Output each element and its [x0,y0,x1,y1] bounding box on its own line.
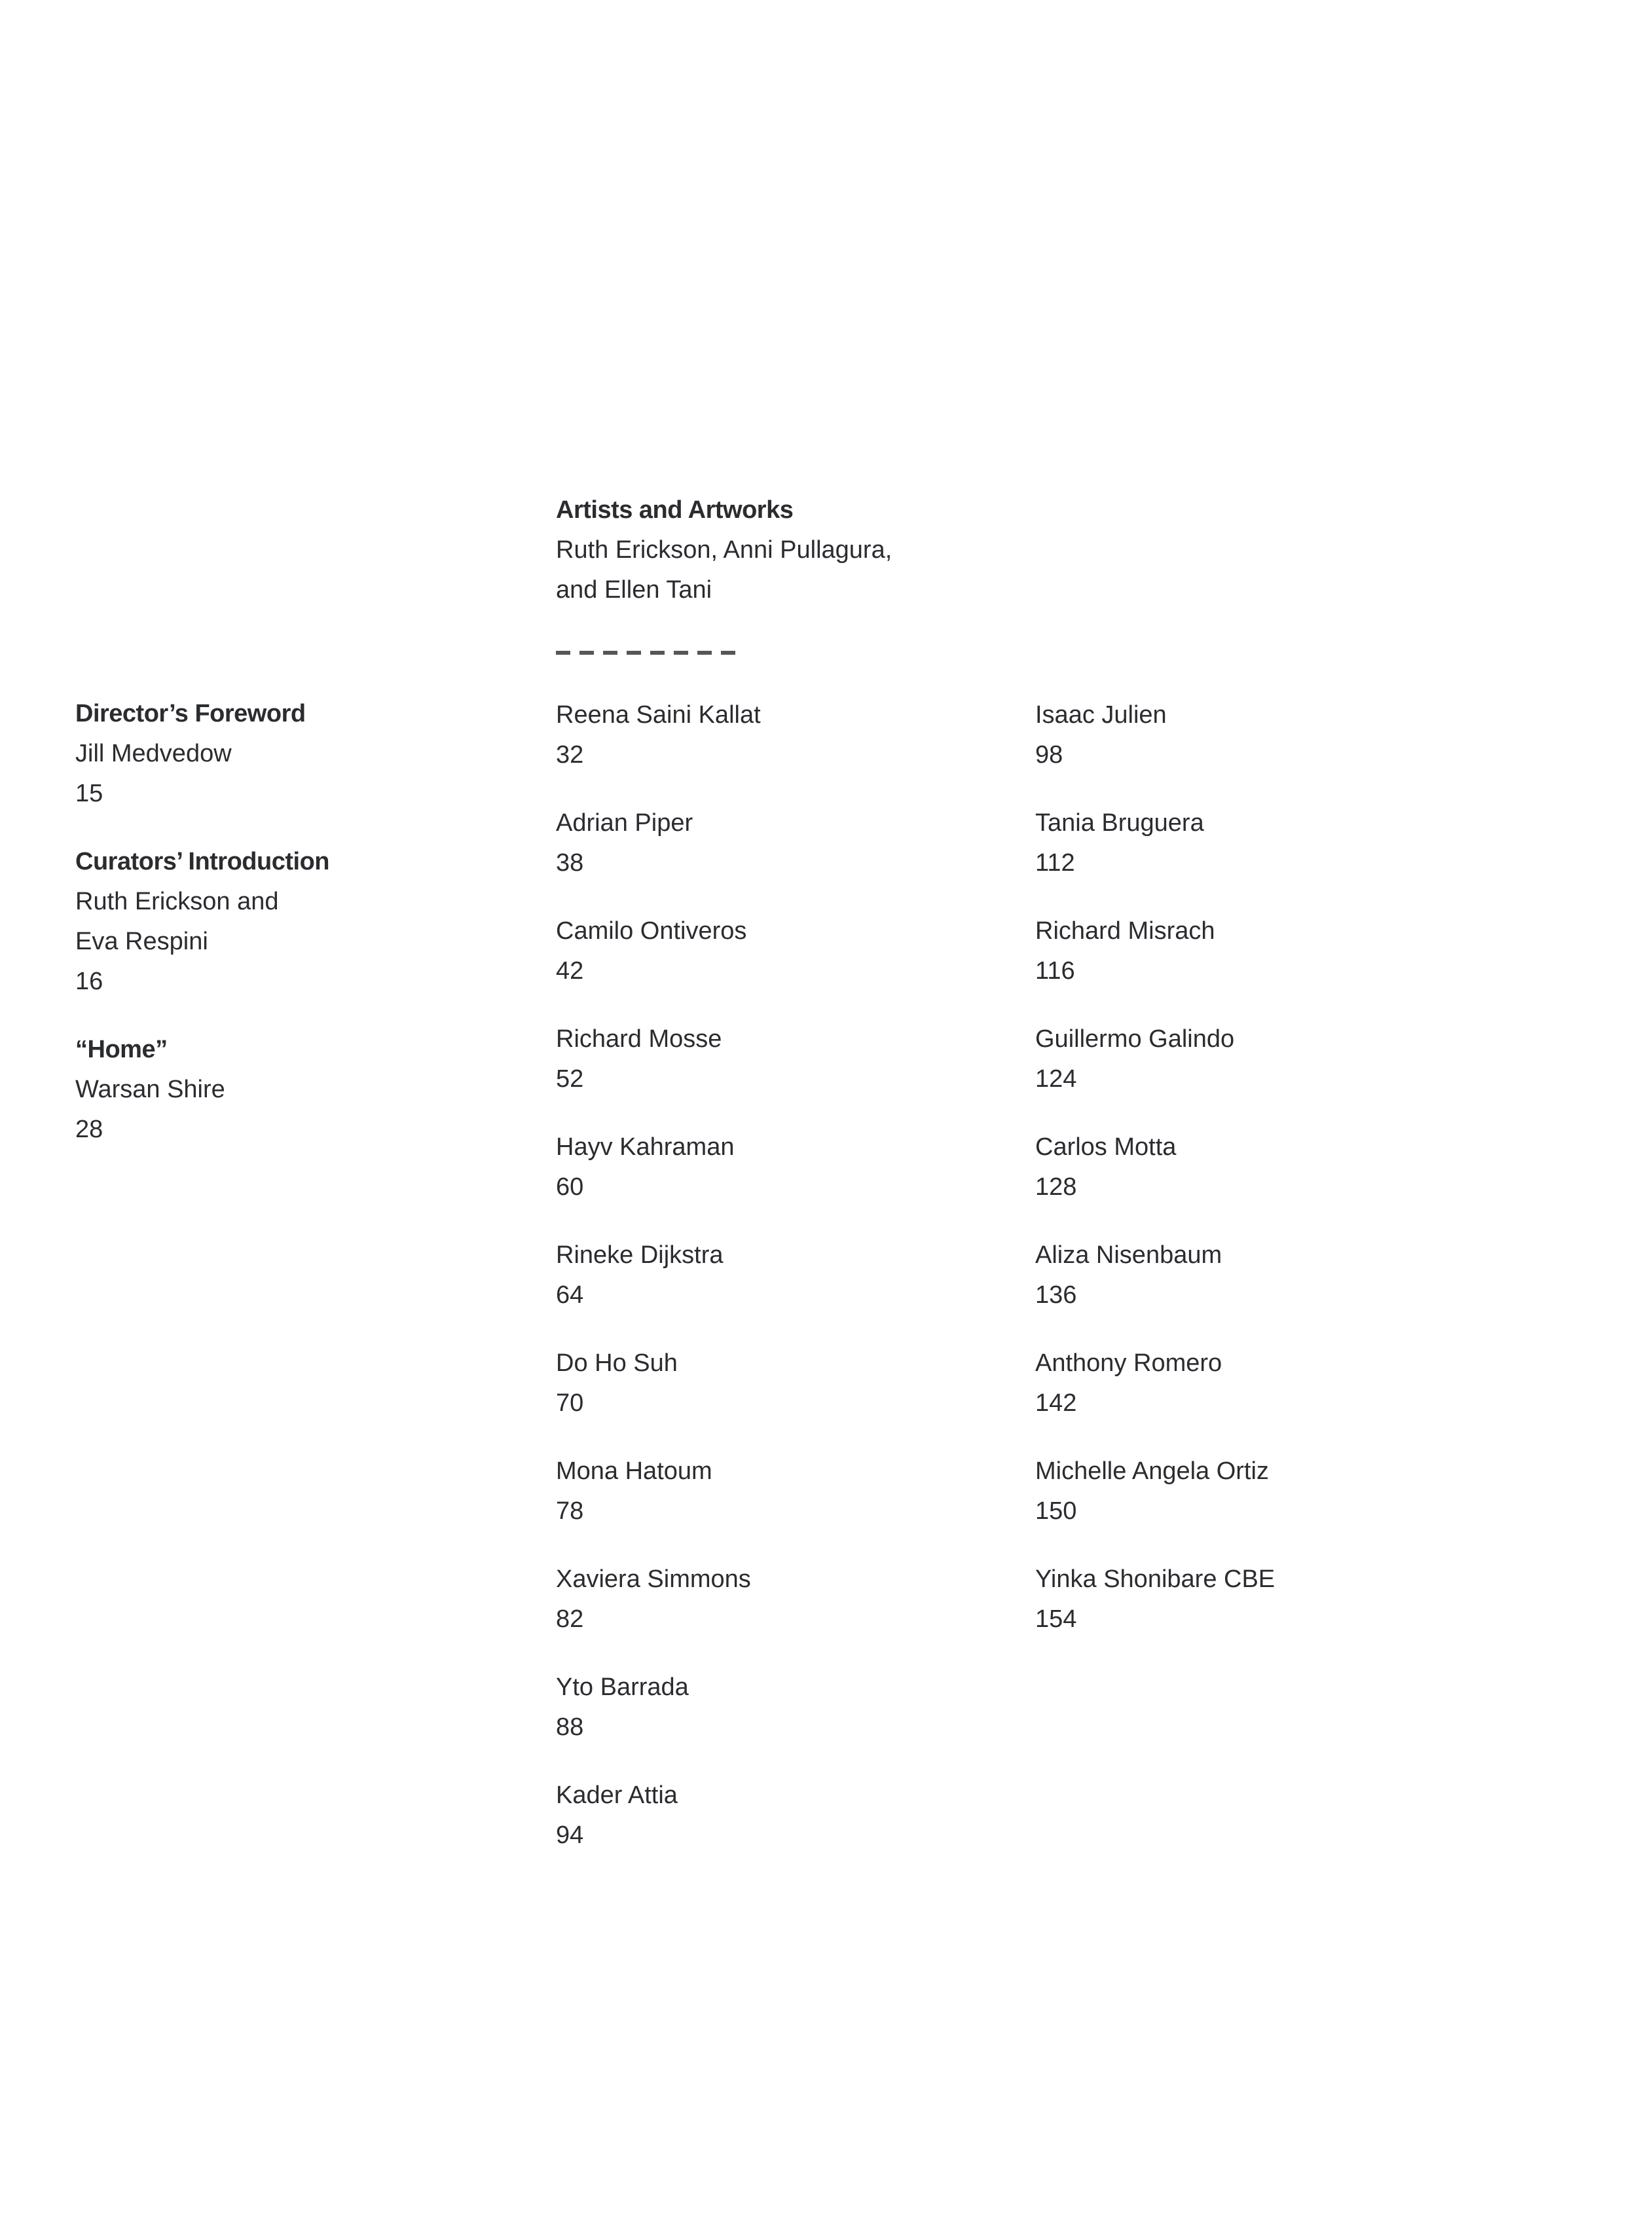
entry-page-number: 142 [1035,1389,1077,1417]
entry-page-number: 150 [1035,1497,1077,1525]
entry-author: Jill Medvedow [75,740,232,767]
artist-name: Rineke Dijkstra [556,1241,724,1269]
front-matter-list [75,694,329,1178]
entry-page-number: 116 [1035,957,1075,985]
artist-name: Reena Saini Kallat [556,701,761,729]
artist-entry[interactable] [556,1668,761,1747]
artist-name: Isaac Julien [1035,701,1167,729]
artist-name: Anthony Romero [1035,1349,1222,1377]
toc-entry[interactable] [75,842,329,1002]
artist-name: Carlos Motta [1035,1133,1177,1161]
artist-name: Richard Mosse [556,1025,722,1053]
entry-page-number: 82 [556,1605,584,1633]
entry-page-number: 64 [556,1281,584,1309]
entry-page-number: 60 [556,1173,584,1201]
entry-page-number: 78 [556,1497,584,1525]
entry-page-number: 94 [556,1821,584,1849]
entry-page-number: 128 [1035,1173,1077,1201]
artist-entry[interactable] [556,1776,761,1855]
artist-name: Richard Misrach [1035,917,1215,945]
entry-author: Ruth Erickson and [75,888,279,915]
entry-page-number: 124 [1035,1065,1077,1093]
artist-entry[interactable] [556,911,761,991]
entry-title: Curators’ Introduction [75,848,329,875]
artist-entry[interactable] [556,1127,761,1207]
artist-entry[interactable] [1035,1127,1275,1207]
artist-entry[interactable] [1035,1560,1275,1639]
artist-name: Hayv Kahraman [556,1133,735,1161]
section-title: Artists and Artworks [556,496,794,524]
artist-entry[interactable] [556,1343,761,1423]
artist-entry[interactable] [1035,1452,1275,1531]
section-author-line: Ruth Erickson, Anni Pullagura, [556,536,892,564]
entry-author: Eva Respini [75,928,208,955]
entry-page-number: 15 [75,780,103,807]
artist-name: Michelle Angela Ortiz [1035,1457,1269,1485]
entry-title: “Home” [75,1036,168,1063]
artist-entry[interactable] [556,1019,761,1099]
entry-page-number: 98 [1035,741,1063,769]
section-author-line: and Ellen Tani [556,576,712,604]
artist-name: Mona Hatoum [556,1457,712,1485]
artist-name: Adrian Piper [556,809,693,837]
entry-page-number: 112 [1035,849,1075,877]
artists-section-header [556,490,892,610]
artist-entry[interactable] [556,1452,761,1531]
entry-title: Director’s Foreword [75,700,306,727]
artist-entry[interactable] [1035,1019,1275,1099]
entry-page-number: 88 [556,1713,584,1741]
entry-page-number: 28 [75,1116,103,1143]
toc-entry[interactable] [75,694,329,814]
artist-name: Guillermo Galindo [1035,1025,1235,1053]
artist-name: Tania Bruguera [1035,809,1204,837]
artist-name: Yto Barrada [556,1673,689,1701]
artist-entry[interactable] [556,1560,761,1639]
entry-page-number: 136 [1035,1281,1077,1309]
artist-entry[interactable] [1035,1235,1275,1315]
artist-name: Camilo Ontiveros [556,917,747,945]
toc-entry[interactable] [75,1030,329,1150]
entry-page-number: 52 [556,1065,584,1093]
entry-page-number: 42 [556,957,584,985]
artist-name: Xaviera Simmons [556,1565,751,1593]
entry-page-number: 38 [556,849,584,877]
artist-name: Do Ho Suh [556,1349,678,1377]
artist-name: Aliza Nisenbaum [1035,1241,1222,1269]
artist-entry[interactable] [556,803,761,883]
artist-name: Kader Attia [556,1782,678,1809]
artists-list-column-1 [556,695,761,1884]
entry-page-number: 154 [1035,1605,1077,1633]
artist-entry[interactable] [1035,1343,1275,1423]
artists-list-column-2 [1035,695,1275,1668]
artist-entry[interactable] [1035,695,1275,775]
artist-entry[interactable] [1035,911,1275,991]
artist-entry[interactable] [1035,803,1275,883]
artist-entry[interactable] [556,695,761,775]
entry-page-number: 32 [556,741,584,769]
entry-page-number: 70 [556,1389,584,1417]
entry-page-number: 16 [75,968,103,995]
dashed-divider [556,651,738,655]
entry-author: Warsan Shire [75,1076,225,1103]
artist-name: Yinka Shonibare CBE [1035,1565,1276,1593]
artist-entry[interactable] [556,1235,761,1315]
